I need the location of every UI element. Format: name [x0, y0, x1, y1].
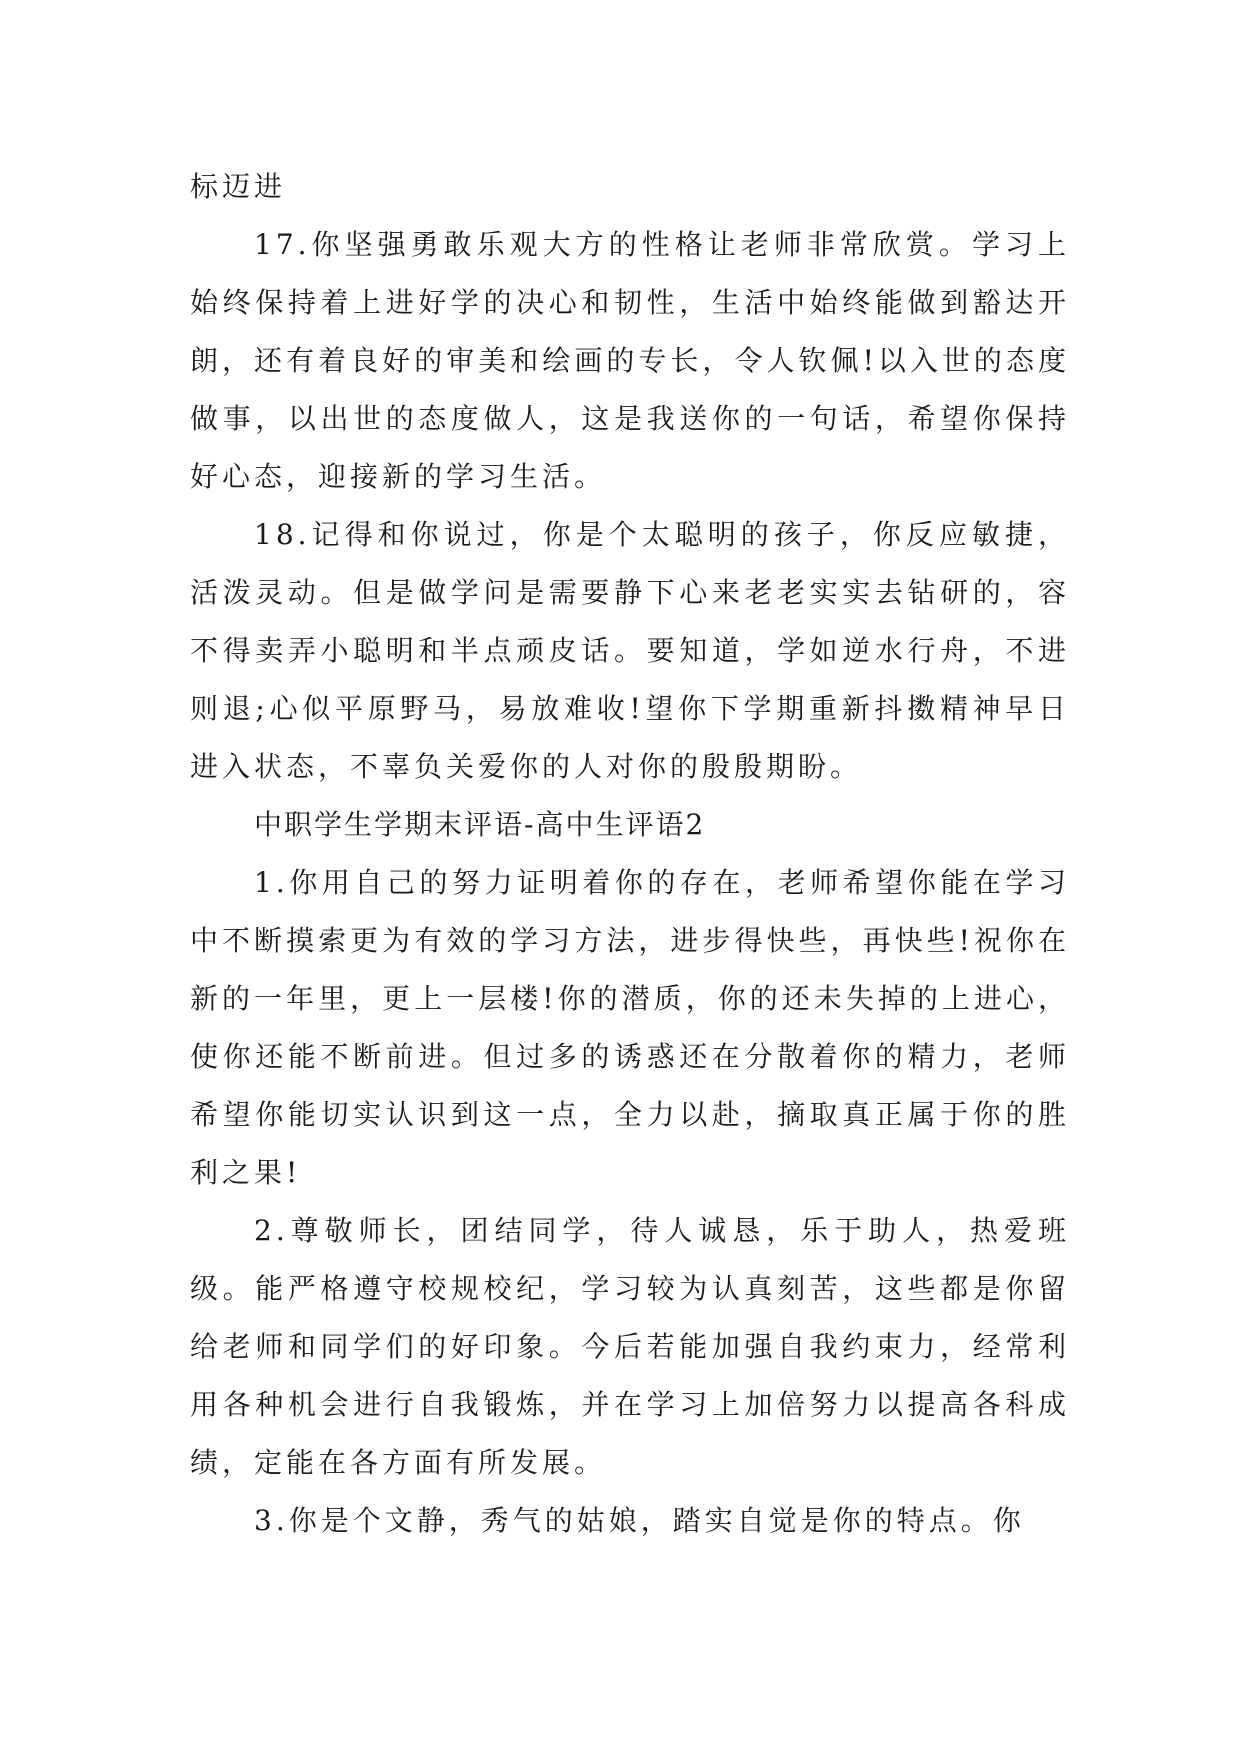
paragraph-comment-2: 2.尊敬师长，团结同学，待人诚恳，乐于助人，热爱班级。能严格遵守校规校纪，学习较为认真刻苦，这些都是你留给老师和同学们的好印象。今后若能加强自我约束力，经常利用各种机会进行自我锻炼，并在学习上加倍努力以提高各科成绩，定能在各方面有所发展。 — [190, 1214, 1070, 1479]
paragraph-comment-17: 17.你坚强勇敢乐观大方的性格让老师非常欣赏。学习上始终保持着上进好学的决心和韧性，生活中始终能做到豁达开朗，还有着良好的审美和绘画的专长，令人钦佩!以入世的态度做事，以出世的态度做人，这是我送你的一句话，希望你保持好心态，迎接新的学习生活。 — [190, 228, 1070, 493]
paragraph-continuation: 标迈进 — [190, 170, 287, 203]
section-heading: 中职学生学期末评语-高中生评语2 — [254, 808, 706, 841]
paragraph-comment-1: 1.你用自己的努力证明着你的存在，老师希望你能在学习中不断摸索更为有效的学习方法，进步得快些，再快些!祝你在新的一年里，更上一层楼!你的潜质，你的还未失掉的上进心，使你还能不断前进。但过多的诱惑还在分散着你的精力，老师希望你能切实认识到这一点，全力以赴，摘取真正属于你的胜利之果! — [190, 866, 1070, 1189]
document-body — [190, 158, 1070, 1550]
paragraph-comment-18: 18.记得和你说过，你是个太聪明的孩子，你反应敏捷，活泼灵动。但是做学问是需要静下心来老老实实去钻研的，容不得卖弄小聪明和半点顽皮话。要知道，学如逆水行舟，不进则退;心似平原野马，易放难收!望你下学期重新抖擞精神早日进入状态，不辜负关爱你的人对你的殷殷期盼。 — [190, 518, 1070, 783]
paragraph-comment-3: 3.你是个文静，秀气的姑娘，踏实自觉是你的特点。你 — [254, 1504, 1025, 1537]
